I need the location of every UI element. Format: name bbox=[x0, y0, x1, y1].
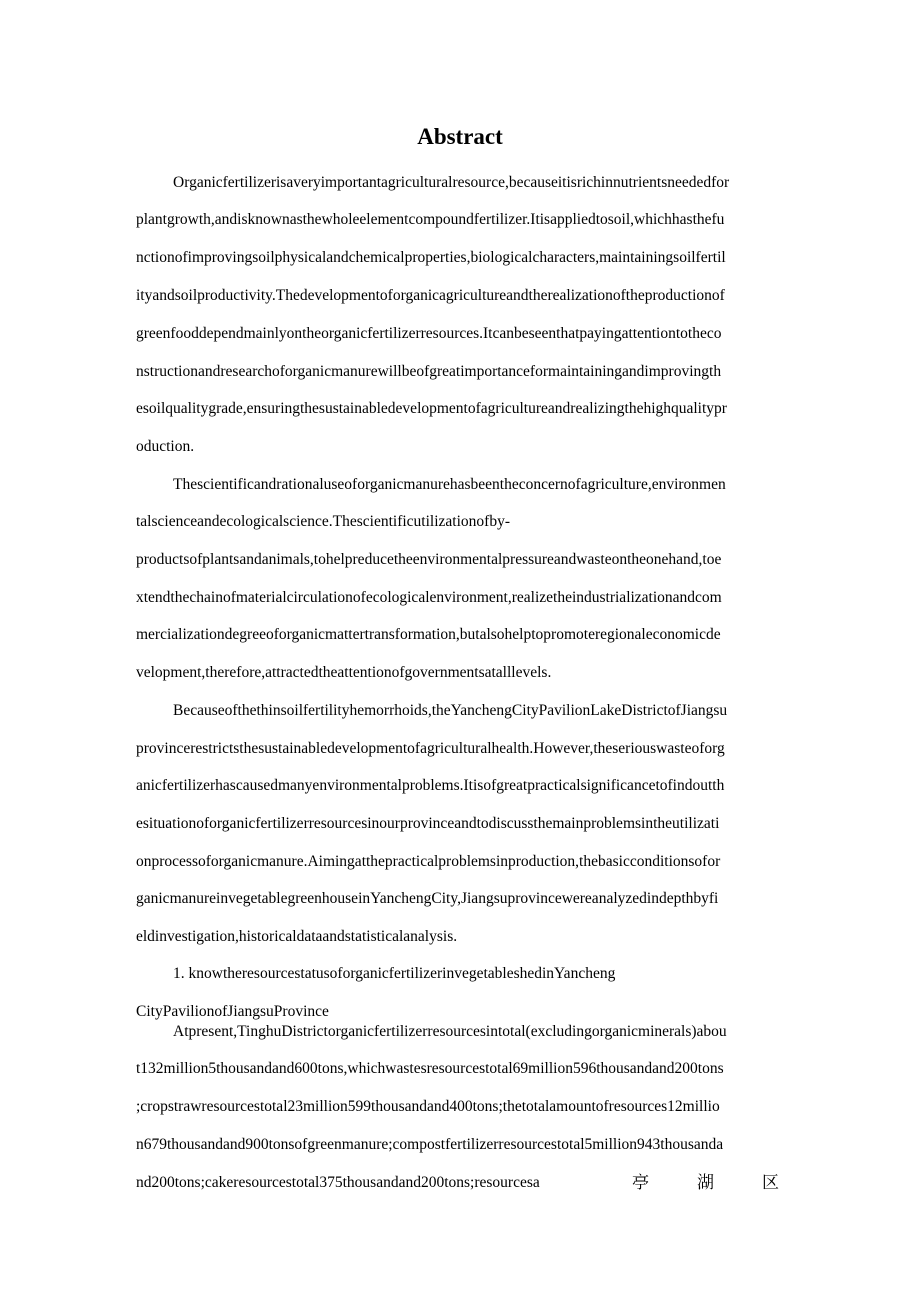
text-line: ;cropstrawresourcestotal23million599thousandand400tons;thetotalamountofresources12millio bbox=[136, 1098, 720, 1115]
cjk-char: 区 bbox=[762, 1173, 779, 1193]
text-line: mercializationdegreeoforganicmattertransformation,butalsohelptopromoteregionaleconomicde bbox=[136, 626, 721, 643]
text-line: Thescientificandrationaluseoforganicmanurehasbeentheconcernofagriculture,environmen bbox=[173, 476, 726, 493]
text-line: nstructionandresearchoforganicmanurewillbeofgreatimportanceformaintainingandimprovingth bbox=[136, 363, 722, 380]
text-line: plantgrowth,andisknownasthewholeelementcompoundfertilizer.Itisappliedtosoil,whichhasthefu bbox=[136, 211, 725, 228]
abstract-title: Abstract bbox=[417, 124, 503, 149]
text-line: ityandsoilproductivity.Thedevelopmentoforganicagricultureandtherealizationoftheproductionof bbox=[136, 287, 725, 304]
text-line: Organicfertilizerisaveryimportantagriculturalresource,becauseitisrichinnutrientsneededfor bbox=[173, 174, 730, 191]
text-line: ganicmanureinvegetablegreenhouseinYanchengCity,Jiangsuprovincewereanalyzedindepthbyfi bbox=[136, 890, 719, 907]
numbered-heading: 1. knowtheresourcestatusoforganicfertilizerinvegetableshedinYancheng bbox=[173, 965, 616, 982]
text-line: nctionofimprovingsoilphysicalandchemicalproperties,biologicalcharacters,maintainingsoilfertil bbox=[136, 249, 726, 266]
numbered-heading-continuation: CityPavilionofJiangsuProvince bbox=[136, 1003, 329, 1020]
text-line: productsofplantsandanimals,tohelpreducetheenvironmentalpressureandwasteontheonehand,toe bbox=[136, 551, 722, 568]
text-line: Becauseofthethinsoilfertilityhemorrhoids,theYanchengCityPavilionLakeDistrictofJiangsu bbox=[173, 702, 728, 719]
text-line: Atpresent,TinghuDistrictorganicfertilizerresourcesintotal(excludingorganicminerals)abou bbox=[173, 1023, 727, 1040]
text-line: anicfertilizerhascausedmanyenvironmentalproblems.Itisofgreatpracticalsignificancetofindoutth bbox=[136, 777, 725, 794]
text-line: velopment,therefore,attractedtheattentionofgovernmentsatalllevels. bbox=[136, 664, 552, 681]
text-line: onprocessoforganicmanure.Aimingatthepracticalproblemsinproduction,thebasicconditionsofor bbox=[136, 853, 721, 870]
text-line: provincerestrictsthesustainabledevelopmentofagriculturalhealth.However,theseriouswasteoforg bbox=[136, 740, 725, 757]
text-line: nd200tons;cakeresourcestotal375thousandand200tons;resourcesa bbox=[136, 1174, 540, 1191]
text-line: greenfooddependmainlyontheorganicfertilizerresources.Itcanbeseenthatpayingattentiontotheco bbox=[136, 325, 722, 342]
text-line: esoilqualitygrade,ensuringthesustainabledevelopmentofagricultureandrealizingthehighqualitypr bbox=[136, 400, 727, 417]
cjk-char: 亭 bbox=[632, 1173, 649, 1193]
cjk-char: 湖 bbox=[697, 1173, 714, 1193]
text-line: n679thousandand900tonsofgreenmanure;compostfertilizerresourcestotal5million943thousanda bbox=[136, 1136, 724, 1153]
text-line: xtendthechainofmaterialcirculationofecologicalenvironment,realizetheindustrializationandcom bbox=[136, 589, 722, 606]
text-line: esituationoforganicfertilizerresourcesinourprovinceandtodiscussthemainproblemsintheutilizati bbox=[136, 815, 720, 832]
text-line: oduction. bbox=[136, 438, 195, 455]
text-line: t132million5thousandand600tons,whichwastesresourcestotal69million596thousandand200tons bbox=[136, 1060, 724, 1077]
text-line: talscienceandecologicalscience.Thescientificutilizationofby- bbox=[136, 513, 510, 530]
text-line: eldinvestigation,historicaldataandstatisticalanalysis. bbox=[136, 928, 458, 945]
